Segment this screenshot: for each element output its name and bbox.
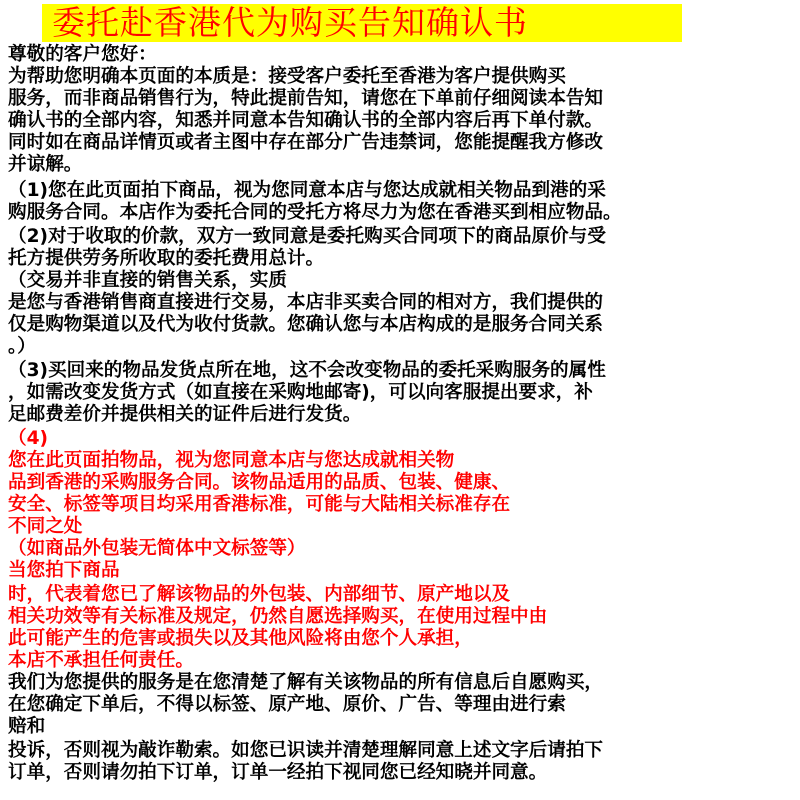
notice-line: 同时如在商品详情页或者主图中存在部分广告违禁词，您能提醒我方修改 (8, 132, 604, 153)
notice-line: 当您拍下商品 (8, 560, 120, 581)
notice-line: 我们为您提供的服务是在您清楚了解有关该物品的所有信息后自愿购买， (8, 672, 604, 693)
notice-line: 。） (8, 336, 36, 357)
notice-line: 为帮助您明确本页面的本质是：接受客户委托至香港为客户提供购买 (8, 66, 566, 87)
notice-line: （1)您在此页面拍下商品，视为您同意本店与您达成就相关物品到港的采 (8, 180, 606, 201)
notice-line: 您在此页面拍物品，视为您同意本店与您达成就相关物 (8, 450, 455, 471)
notice-line: 购服务合同。本店作为委托合同的受托方将尽力为您在香港买到相应物品。 (8, 202, 622, 223)
notice-line: 仅是购物渠道以及代为收付货款。您确认您与本店构成的是服务合同关系 (8, 314, 604, 335)
notice-line: 托方提供劳务所收取的委托费用总计。 (8, 248, 325, 269)
notice-line: （如商品外包装无简体中文标签等） (8, 538, 306, 559)
notice-line: 相关功效等有关标准及规定，仍然自愿选择购买，在使用过程中由 (8, 606, 548, 627)
notice-line: 订单，否则请勿拍下订单，订单一经拍下视同您已经知晓并同意。 (8, 762, 548, 783)
notice-line: （3)买回来的物品发货点所在地，这不会改变物品的委托采购服务的属性 (8, 360, 606, 381)
notice-line: 确认书的全部内容，知悉并同意本告知确认书的全部内容后再下单付款。 (8, 110, 604, 131)
notice-line: （交易并非直接的销售关系，实质 (8, 270, 287, 291)
notice-line: 尊敬的客户您好： (8, 44, 157, 65)
notice-line: 不同之处 (8, 516, 83, 537)
notice-line: 赔和 (8, 716, 46, 737)
notice-line: 安全、标签等项目均采用香港标准，可能与大陆相关标准存在 (8, 494, 511, 515)
notice-line: 是您与香港销售商直接进行交易，本店非买卖合同的相对方，我们提供的 (8, 292, 604, 313)
notice-line: （4) (8, 428, 49, 449)
notice-line: 此可能产生的危害或损失以及其他风险将由您个人承担， (8, 628, 473, 649)
notice-line: 时，代表着您已了解该物品的外包装、内部细节、原产地以及 (8, 584, 511, 605)
notice-line: 投诉，否则视为敲诈勒索。如您已识读并清楚理解同意上述文字后请拍下 (8, 740, 604, 761)
notice-line: （2)对于收取的价款，双方一致同意是委托购买合同项下的商品原价与受 (8, 226, 606, 247)
notice-line: ，如需改变发货方式（如直接在采购地邮寄)，可以向客服提出要求，补 (8, 382, 593, 403)
notice-line: 足邮费差价并提供相关的证件后进行发货。 (8, 404, 362, 425)
page-title: 委托赴香港代为购买告知确认书 (52, 3, 528, 42)
notice-line: 本店不承担任何责任。 (8, 650, 194, 671)
notice-line: 服务，而非商品销售行为，特此提前告知，请您在下单前仔细阅读本告知 (8, 88, 604, 109)
notice-line: 品到香港的采购服务合同。该物品适用的品质、包装、健康、 (8, 472, 511, 493)
notice-line: 并谅解。 (8, 154, 83, 175)
notice-line: 在您确定下单后，不得以标签、原产地、原价、广告、等理由进行索 (8, 694, 566, 715)
